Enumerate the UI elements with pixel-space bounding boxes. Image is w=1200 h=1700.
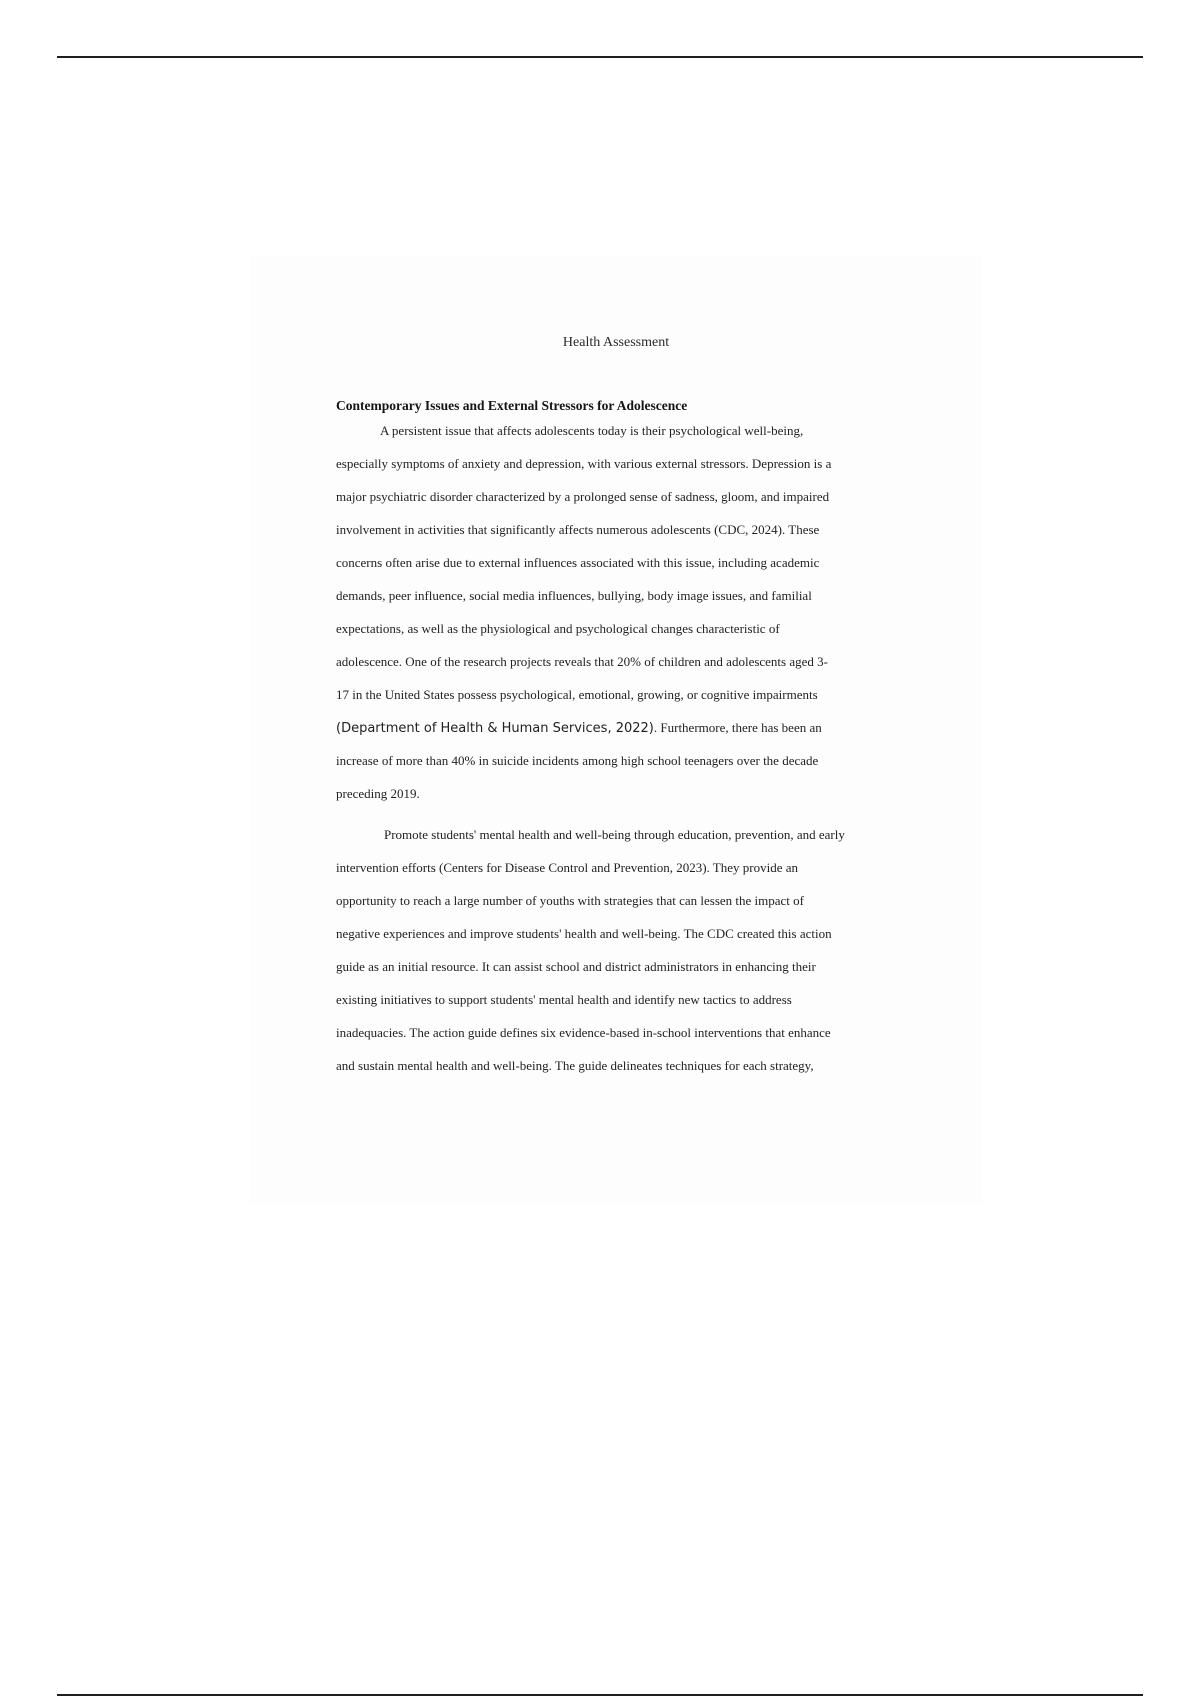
paragraph-2 [336, 825, 904, 1089]
text-line: intervention efforts (Centers for Disease Control and Prevention, 2023). They provide an [336, 860, 798, 875]
text-line: concerns often arise due to external influences associated with this issue, including academic [336, 555, 820, 570]
text-line: inadequacies. The action guide defines six evidence-based in-school interventions that enhance [336, 1025, 831, 1040]
text-line: preceding 2019. [336, 786, 420, 801]
text-line: Promote students' mental health and well-being through education, prevention, and early [384, 827, 845, 842]
text-line: opportunity to reach a large number of youths with strategies that can lessen the impact of [336, 893, 804, 908]
text-line: demands, peer influence, social media influences, bullying, body image issues, and familial [336, 588, 812, 603]
text-line: especially symptoms of anxiety and depression, with various external stressors. Depression is a [336, 456, 832, 471]
section-heading: Contemporary Issues and External Stressors for Adolescence [336, 398, 688, 413]
paragraph-1 [336, 421, 904, 817]
text-line-citation [336, 718, 904, 751]
citation-tail: . Furthermore, there has been an [653, 720, 822, 735]
text-line: existing initiatives to support students' mental health and identify new tactics to address [336, 992, 792, 1007]
top-divider [57, 56, 1143, 58]
text-line: 17 in the United States possess psychological, emotional, growing, or cognitive impairments [336, 687, 818, 702]
text-line: negative experiences and improve students' health and well-being. The CDC created this action [336, 926, 832, 941]
citation-text: (Department of Health & Human Services, 2022) [336, 721, 654, 736]
text-line: increase of more than 40% in suicide incidents among high school teenagers over the decade [336, 753, 819, 768]
text-line: involvement in activities that significantly affects numerous adolescents (CDC, 2024). These [336, 522, 820, 537]
text-line: major psychiatric disorder characterized by a prolonged sense of sadness, gloom, and impaired [336, 489, 830, 504]
bottom-divider [57, 1694, 1143, 1696]
text-line: A persistent issue that affects adolescents today is their psychological well-being, [380, 423, 804, 438]
text-line: adolescence. One of the research projects reveals that 20% of children and adolescents aged 3- [336, 654, 828, 669]
document-page [250, 255, 982, 1203]
text-line: expectations, as well as the physiological and psychological changes characteristic of [336, 621, 780, 636]
text-line: and sustain mental health and well-being. The guide delineates techniques for each strategy, [336, 1058, 814, 1073]
text-line: guide as an initial resource. It can assist school and district administrators in enhancing their [336, 959, 816, 974]
document-body [336, 397, 904, 1089]
document-title: Health Assessment [562, 335, 670, 350]
